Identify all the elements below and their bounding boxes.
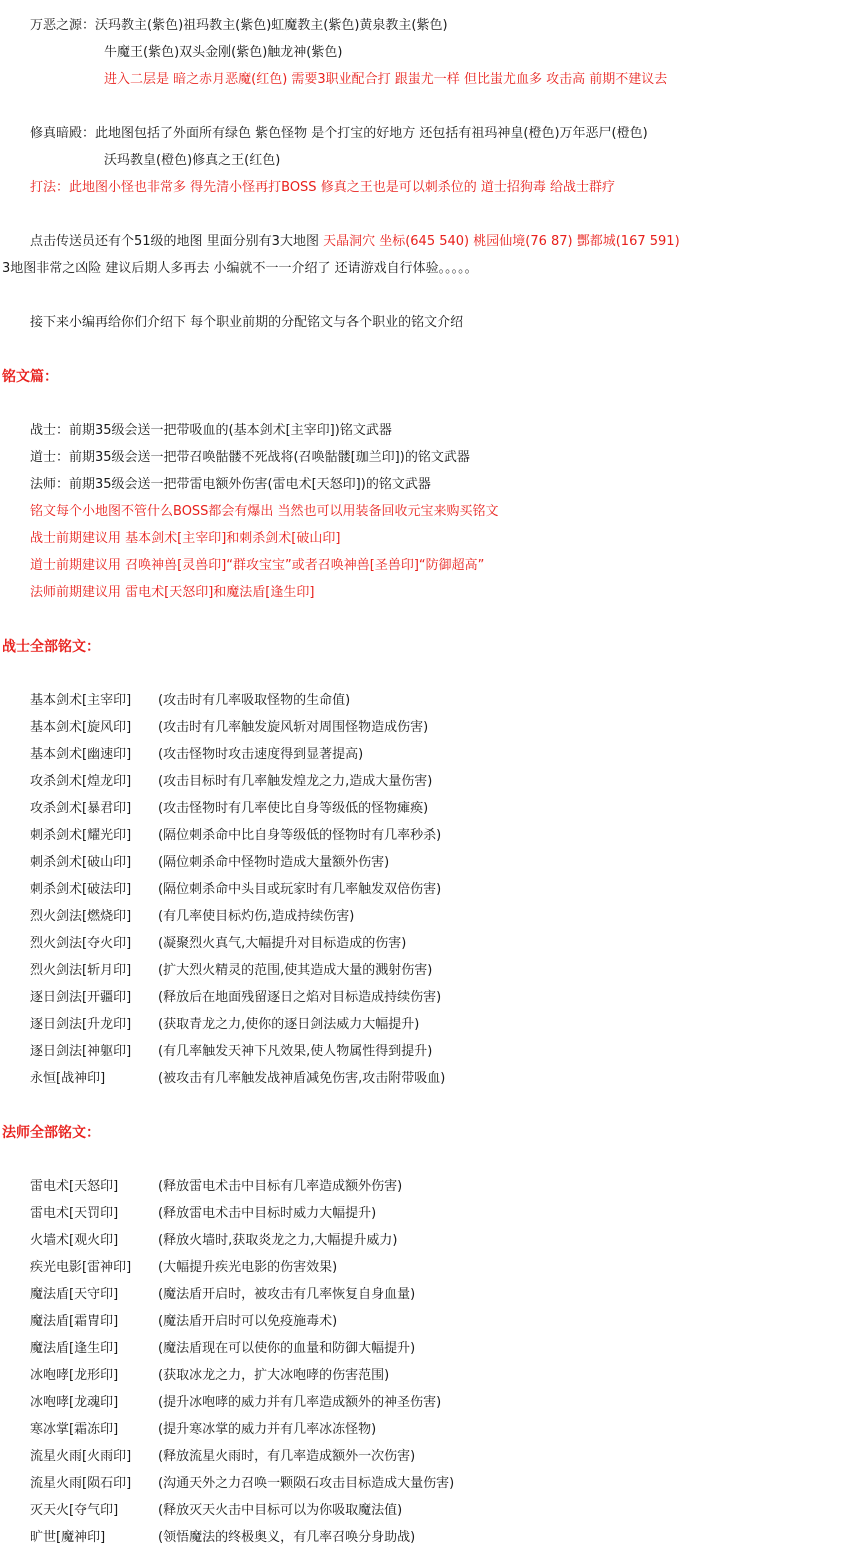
inscription-name: 逐日剑法[开疆印] [30, 990, 132, 1005]
inscription-description: (隔位刺杀命中怪物时造成大量额外伤害) [158, 855, 390, 870]
inscription-note: 铭文每个小地图不管什么BOSS都会有爆出 当然也可以用装备回收元宝来购买铭文 [30, 504, 499, 519]
inscription-name: 永恒[战神印] [30, 1071, 106, 1086]
inscription-row [30, 1259, 337, 1277]
inscription-row [30, 1529, 415, 1547]
inscription-line: 战士：前期35级会送一把带吸血的(基本剑术[主宰印])铭文武器 [30, 423, 392, 438]
inscription-description: (有几率触发天神下凡效果,使人物属性得到提升) [158, 1044, 433, 1059]
inscription-description: (隔位刺杀命中比自身等级低的怪物时有几率秒杀) [158, 828, 442, 843]
inscription-name: 魔法盾[天守印] [30, 1287, 119, 1302]
inscription-description: (领悟魔法的终极奥义，有几率召唤分身助战) [158, 1530, 416, 1545]
inscription-name: 火墙术[观火印] [30, 1233, 119, 1248]
inscription-name: 刺杀剑术[破法印] [30, 882, 132, 897]
xiuzhen-line-1: 修真暗殿：此地图包括了外面所有绿色 紫色怪物 是个打宝的好地方 还包括有祖玛神皇(橙色)万年恶尸(橙色) [30, 126, 648, 141]
inscription-row [30, 1016, 419, 1034]
inscription-row [30, 935, 406, 953]
teleport-line-2: 3地图非常之凶险 建议后期人多再去 小编就不一一介绍了 还请游戏自行体验。。。。。 [2, 261, 478, 276]
inscription-name: 攻杀剑术[暴君印] [30, 801, 132, 816]
inscription-name: 烈火剑法[夺火印] [30, 936, 132, 951]
inscription-description: (魔法盾开启时，被攻击有几率恢复自身血量) [158, 1287, 416, 1302]
inscription-description: (提升寒冰掌的威力并有几率冰冻怪物) [158, 1422, 377, 1437]
next-intro-line: 接下来小编再给你们介绍下 每个职业前期的分配铭文与各个职业的铭文介绍 [30, 315, 464, 330]
inscription-name: 魔法盾[霜冑印] [30, 1314, 119, 1329]
inscription-name: 流星火雨[火雨印] [30, 1449, 132, 1464]
inscription-name: 灭天火[夺气印] [30, 1503, 119, 1518]
inscription-name: 雷电术[天怒印] [30, 1179, 119, 1194]
wanxie-line-2: 牛魔王(紫色)双头金刚(紫色)触龙神(紫色) [104, 45, 343, 60]
inscription-row [30, 827, 441, 845]
inscription-note: 战士前期建议用 基本剑术[主宰印]和刺杀剑术[破山印] [30, 531, 341, 546]
inscription-row [30, 1475, 454, 1493]
inscription-name: 冰咆哮[龙魂印] [30, 1395, 119, 1410]
inscription-name: 刺杀剑术[破山印] [30, 855, 132, 870]
inscription-row [30, 1286, 415, 1304]
inscription-row [30, 1421, 376, 1439]
inscription-description: (释放雷电术击中目标有几率造成额外伤害) [158, 1179, 403, 1194]
inscription-description: (扩大烈火精灵的范围,使其造成大量的溅射伤害) [158, 963, 433, 978]
wanxie-line-1: 万恶之源：沃玛教主(紫色)祖玛教主(紫色)虹魔教主(紫色)黄泉教主(紫色) [30, 18, 448, 33]
inscription-row [30, 962, 432, 980]
inscription-row [30, 1205, 376, 1223]
xiuzhen-line-3: 打法：此地图小怪也非常多 得先清小怪再打BOSS 修真之王也是可以刺杀位的 道士招狗毒 给战士群疗 [30, 180, 615, 195]
inscription-section-title: 铭文篇： [2, 369, 58, 385]
inscription-name: 疾光电影[雷神印] [30, 1260, 132, 1275]
inscription-description: (有几率使目标灼伤,造成持续伤害) [158, 909, 355, 924]
inscription-row [30, 1070, 445, 1088]
inscription-description: (沟通天外之力召唤一颗陨石攻击目标造成大量伤害) [158, 1476, 455, 1491]
inscription-description: (释放灭天火击中目标可以为你吸取魔法值) [158, 1503, 403, 1518]
inscription-description: (释放流星火雨时，有几率造成额外一次伤害) [158, 1449, 416, 1464]
inscription-row [30, 719, 428, 737]
inscription-description: (魔法盾现在可以使你的血量和防御大幅提升) [158, 1341, 416, 1356]
inscription-row [30, 773, 432, 791]
inscription-row [30, 800, 428, 818]
inscription-description: (攻击怪物时攻击速度得到显著提高) [158, 747, 364, 762]
inscription-name: 冰咆哮[龙形印] [30, 1368, 119, 1383]
inscription-line: 法师：前期35级会送一把带雷电额外伤害(雷电术[天怒印])的铭文武器 [30, 477, 431, 492]
inscription-row [30, 908, 354, 926]
inscription-name: 逐日剑法[升龙印] [30, 1017, 132, 1032]
inscription-name: 烈火剑法[斩月印] [30, 963, 132, 978]
teleport-maps: 天晶洞穴 坐标(645 540) 桃园仙境(76 87) 酆都城(167 591) [323, 234, 680, 249]
teleport-text: 点击传送员还有个51级的地图 里面分别有3大地图 [30, 234, 324, 249]
inscription-row [30, 881, 441, 899]
wanxie-line-3: 进入二层是 暗之赤月恶魔(红色) 需要3职业配合打 跟蚩尤一样 但比蚩尤血多 攻击高 前期不建议去 [104, 72, 668, 87]
inscription-line: 道士：前期35级会送一把带召唤骷髅不死战将(召唤骷髅[珈兰印])的铭文武器 [30, 450, 470, 465]
inscription-row [30, 1502, 402, 1520]
inscription-name: 刺杀剑术[耀光印] [30, 828, 132, 843]
inscription-description: (大幅提升疾光电影的伤害效果) [158, 1260, 338, 1275]
inscription-name: 基本剑术[幽速印] [30, 747, 132, 762]
inscription-description: (隔位刺杀命中头目或玩家时有几率触发双倍伤害) [158, 882, 442, 897]
mage-section-title: 法师全部铭文： [2, 1125, 100, 1141]
inscription-name: 雷电术[天罚印] [30, 1206, 119, 1221]
inscription-row [30, 1043, 432, 1061]
inscription-name: 逐日剑法[神躯印] [30, 1044, 132, 1059]
inscription-name: 旷世[魔神印] [30, 1530, 106, 1545]
inscription-row [30, 1178, 402, 1196]
teleport-line-1 [30, 233, 680, 251]
inscription-description: (攻击怪物时有几率使比自身等级低的怪物瘫痪) [158, 801, 429, 816]
inscription-row [30, 1340, 415, 1358]
inscription-description: (释放后在地面残留逐日之焰对目标造成持续伤害) [158, 990, 442, 1005]
inscription-row [30, 746, 363, 764]
xiuzhen-line-2: 沃玛教皇(橙色)修真之王(红色) [104, 153, 281, 168]
inscription-name: 基本剑术[旋风印] [30, 720, 132, 735]
inscription-description: (获取青龙之力,使你的逐日剑法威力大幅提升) [158, 1017, 420, 1032]
inscription-name: 烈火剑法[燃烧印] [30, 909, 132, 924]
inscription-description: (释放雷电术击中目标时威力大幅提升) [158, 1206, 377, 1221]
inscription-description: (凝聚烈火真气,大幅提升对目标造成的伤害) [158, 936, 407, 951]
inscription-row [30, 854, 389, 872]
inscription-name: 寒冰掌[霜冻印] [30, 1422, 119, 1437]
inscription-name: 攻杀剑术[煌龙印] [30, 774, 132, 789]
inscription-description: (魔法盾开启时可以免疫施毒术) [158, 1314, 338, 1329]
inscription-row [30, 692, 350, 710]
inscription-row [30, 1448, 415, 1466]
inscription-description: (提升冰咆哮的威力并有几率造成额外的神圣伤害) [158, 1395, 442, 1410]
warrior-section-title: 战士全部铭文： [2, 639, 100, 655]
inscription-name: 流星火雨[陨石印] [30, 1476, 132, 1491]
inscription-description: (攻击时有几率吸取怪物的生命值) [158, 693, 351, 708]
inscription-description: (释放火墙时,获取炎龙之力,大幅提升威力) [158, 1233, 398, 1248]
inscription-name: 魔法盾[逢生印] [30, 1341, 119, 1356]
inscription-row [30, 1232, 397, 1250]
inscription-note: 法师前期建议用 雷电术[天怒印]和魔法盾[逢生印] [30, 585, 315, 600]
inscription-row [30, 989, 441, 1007]
inscription-description: (攻击目标时有几率触发煌龙之力,造成大量伤害) [158, 774, 433, 789]
inscription-description: (攻击时有几率触发旋风斩对周围怪物造成伤害) [158, 720, 429, 735]
inscription-row [30, 1313, 337, 1331]
inscription-row [30, 1394, 441, 1412]
inscription-note: 道士前期建议用 召唤神兽[灵兽印]“群攻宝宝”或者召唤神兽[圣兽印]“防御超高” [30, 558, 485, 573]
inscription-description: (获取冰龙之力，扩大冰咆哮的伤害范围) [158, 1368, 390, 1383]
inscription-row [30, 1367, 389, 1385]
inscription-description: (被攻击有几率触发战神盾减免伤害,攻击附带吸血) [158, 1071, 446, 1086]
inscription-name: 基本剑术[主宰印] [30, 693, 132, 708]
